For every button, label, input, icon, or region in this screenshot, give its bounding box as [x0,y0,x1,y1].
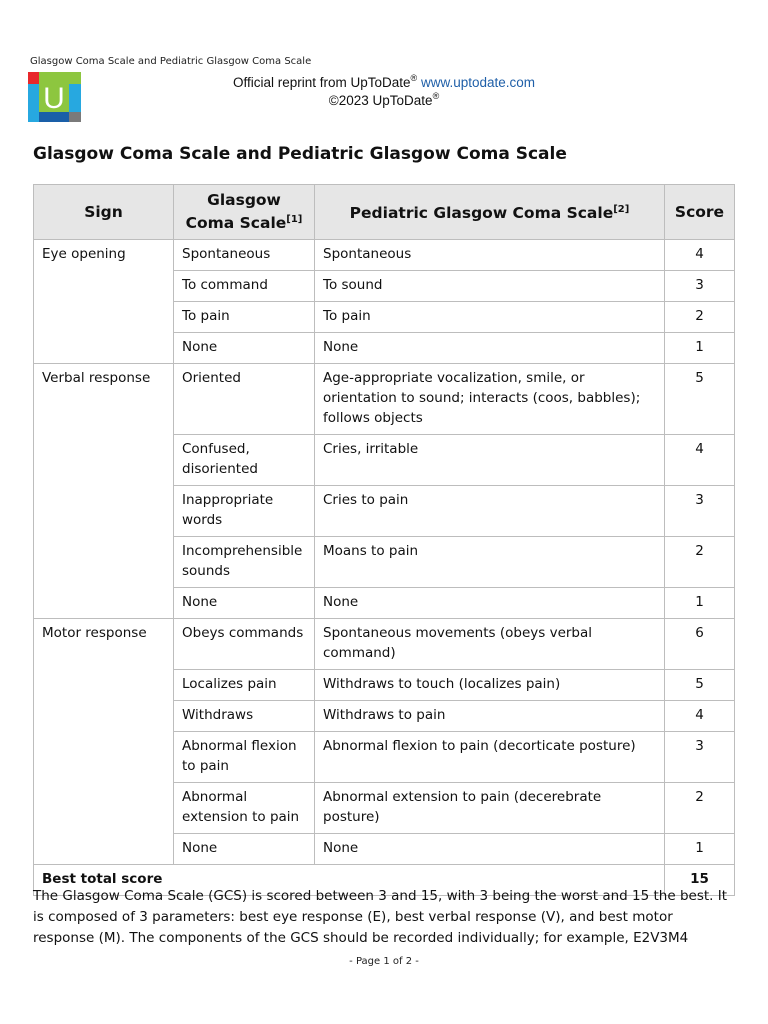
reference-1[interactable]: [1] [286,214,303,226]
gcs-cell: Abnormal extension to pain [174,783,315,834]
page-number: - Page 1 of 2 - [349,956,419,967]
sign-cell: Verbal response [34,364,174,619]
pgcs-cell: None [315,834,665,865]
pgcs-cell: None [315,588,665,619]
gcs-cell: Incomprehensible sounds [174,537,315,588]
gcs-cell: Withdraws [174,701,315,732]
gcs-cell: Oriented [174,364,315,435]
copyright-notice [0,93,768,108]
svg-text:U: U [43,82,65,115]
score-cell: 2 [665,302,735,333]
pgcs-cell: Withdraws to pain [315,701,665,732]
pgcs-cell: None [315,333,665,364]
gcs-cell: Obeys commands [174,619,315,670]
gcs-cell: None [174,834,315,865]
table-row [34,240,735,271]
score-cell: 3 [665,732,735,783]
table-row [34,364,735,435]
table-row [34,619,735,670]
table-body [34,240,735,896]
gcs-cell: None [174,333,315,364]
pgcs-cell: Spontaneous movements (obeys verbal command) [315,619,665,670]
gcs-cell: To command [174,271,315,302]
score-cell: 2 [665,783,735,834]
pgcs-cell: Spontaneous [315,240,665,271]
pgcs-cell: To sound [315,271,665,302]
score-cell: 4 [665,435,735,486]
header-score: Score [665,185,735,240]
score-cell: 4 [665,701,735,732]
total-score: 15 [665,865,735,896]
header-gcs-line2: Coma Scale [185,214,287,233]
header-sign: Sign [34,185,174,240]
pgcs-cell: Abnormal extension to pain (decerebrate posture) [315,783,665,834]
score-cell: 5 [665,364,735,435]
score-cell: 6 [665,619,735,670]
gcs-cell: To pain [174,302,315,333]
score-cell: 5 [665,670,735,701]
total-label: Best total score [34,865,665,896]
sign-cell: Motor response [34,619,174,865]
pgcs-cell: Cries to pain [315,486,665,537]
table-header-row [34,185,735,240]
reprint-text: Official reprint from UpToDate [232,75,411,90]
pgcs-cell: To pain [315,302,665,333]
header-gcs [174,185,315,240]
score-cell: 1 [665,834,735,865]
reference-2[interactable]: [2] [613,204,630,216]
gcs-cell: Abnormal flexion to pain [174,732,315,783]
pgcs-cell: Cries, irritable [315,435,665,486]
document-header-title: Glasgow Coma Scale and Pediatric Glasgow Coma Scale [30,56,312,67]
pgcs-cell: Abnormal flexion to pain (decorticate posture) [315,732,665,783]
page-title: Glasgow Coma Scale and Pediatric Glasgow Coma Scale [33,144,567,164]
registered-mark: ® [410,73,418,83]
registered-mark: ® [432,91,440,101]
pgcs-cell: Age-appropriate vocalization, smile, or orientation to sound; interacts (coos, babbles); follows objects [315,364,665,435]
gcs-cell: Localizes pain [174,670,315,701]
score-cell: 1 [665,588,735,619]
pgcs-cell: Withdraws to touch (localizes pain) [315,670,665,701]
gcs-cell: Spontaneous [174,240,315,271]
gcs-table [33,184,735,896]
gcs-cell: Confused, disoriented [174,435,315,486]
score-cell: 4 [665,240,735,271]
copyright-text: ©2023 UpToDate [328,93,433,108]
explanation-paragraph: The Glasgow Coma Scale (GCS) is scored between 3 and 15, with 3 being the worst and 15 the best. It is composed of 3 parameters: best eye response (E), best verbal response (V), and best motor response (M). The components of the GCS should be recorded individually; for example, E2V3M4 [33,888,728,946]
header-gcs-line1: Glasgow [207,191,281,210]
header-pgcs-label: Pediatric Glasgow Coma Scale [349,204,614,223]
score-cell: 1 [665,333,735,364]
sign-cell: Eye opening [34,240,174,364]
pgcs-cell: Moans to pain [315,537,665,588]
score-cell: 3 [665,486,735,537]
reprint-notice [0,75,768,90]
gcs-cell: Inappropriate words [174,486,315,537]
uptodate-link[interactable]: www.uptodate.com [420,75,536,90]
gcs-cell: None [174,588,315,619]
header-pgcs [315,185,665,240]
score-cell: 3 [665,271,735,302]
score-cell: 2 [665,537,735,588]
